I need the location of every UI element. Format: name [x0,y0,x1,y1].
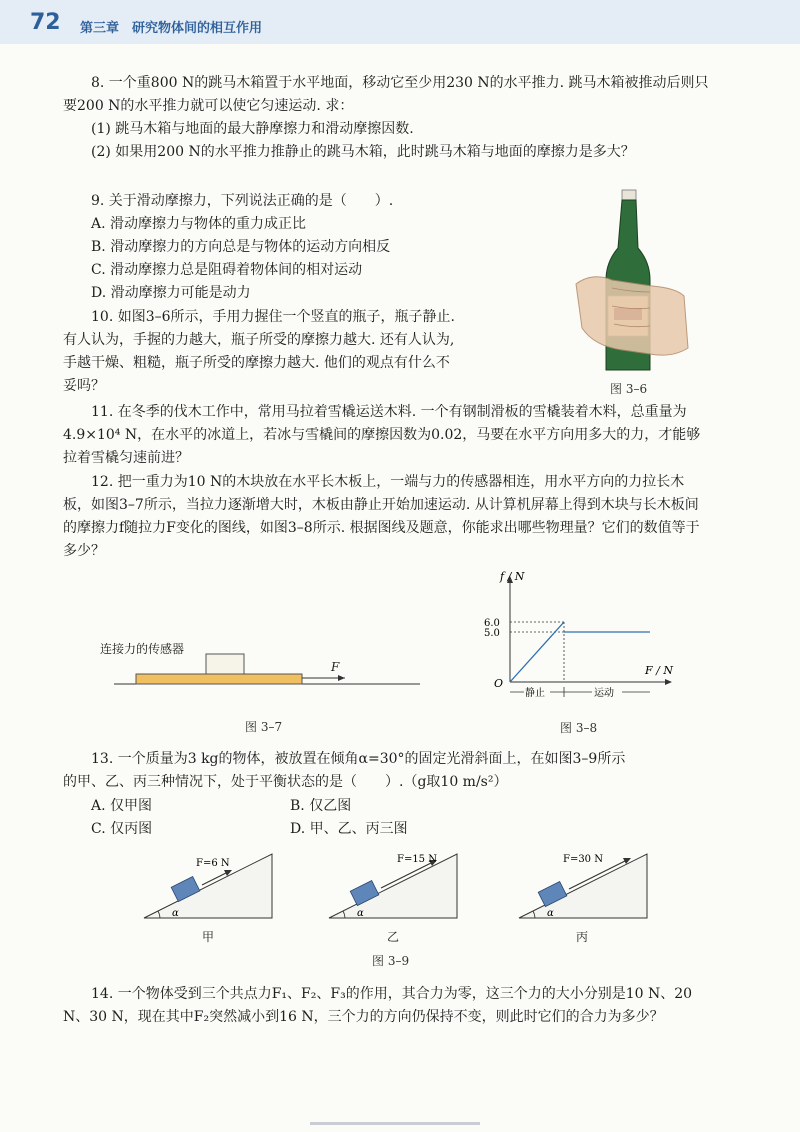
q11-text: 11. 在冬季的伐木工作中，常用马拉着雪橇运送木料. 一个有钢制滑板的雪橇装着木料，总重量为4.9×10⁴ N，在水平的冰道上，若冰与雪橇间的摩擦因数为0.02，马要在水平方向用多大的力，才能够拉着雪橇匀速前进？ [63,404,701,466]
q8-stem: 8. 一个重800 N的跳马木箱置于水平地面，移动它至少用230 N的水平推力. 跳马木箱被推动后则只要200 N的水平推力就可以使它匀速运动. 求： [63,75,709,114]
hand [576,277,688,355]
region-motion-label: 运动 [594,688,614,699]
force-label: F [331,660,340,674]
q13-line1: 13. 一个质量为3 kg的物体，被放置在倾角α=30°的固定光滑斜面上，在如图3–9所示 [91,751,626,767]
q10-line4: 妥吗？ [63,378,105,394]
angle-label: α [547,908,554,919]
force-label-yi: F=15 N [397,854,437,865]
angle-label: α [172,908,179,919]
angle-label: α [357,908,364,919]
force-label-bing: F=30 N [563,854,603,865]
q8-part1: (1) 跳马木箱与地面的最大静摩擦力和滑动摩擦因数. [91,121,414,137]
figure-3-6-bottle-in-hand [572,188,692,374]
static-friction-line [510,622,564,682]
figure-3-7-apparatus [100,640,430,700]
figure-3-8-caption: 图 3–8 [560,721,598,735]
wood-block [206,654,244,674]
force-label-jia: F=6 N [196,858,230,869]
page-number: 72 [30,10,61,35]
q10-line1: 10. 如图3–6所示，手用力握住一个竖直的瓶子，瓶子静止. [91,309,455,325]
y-tick-5: 5.0 [484,628,500,639]
figure-3-9-incline-bing [515,848,655,922]
q9-option-d: D. 滑动摩擦力可能是动力 [91,285,251,301]
long-board [136,674,302,684]
q12-text: 12. 把一重力为10 N的木块放在水平长木板上，一端与力的传感器相连，用水平方向的力拉长木板，如图3–7所示，当拉力逐渐增大时，木板由静止开始加速运动. 从计算机屏幕上得到木块与长木板间的摩擦力f随拉力F变化的图线，如图3–8所示. 根据图线及题意，你能求出哪些物理量？它们的数值等于多少？ [63,474,700,559]
q9-option-b: B. 滑动摩擦力的方向总是与物体的运动方向相反 [91,239,391,255]
panel-label-bing: 丙 [576,930,589,944]
q13-option-b: B. 仅乙图 [290,798,352,814]
pull-force-arrowhead [338,675,345,681]
figure-3-9-incline-jia [140,848,280,922]
figure-3-6-caption: 图 3–6 [610,382,648,396]
figure-3-9-caption: 图 3–9 [372,954,410,968]
q13-option-a: A. 仅甲图 [91,798,153,814]
figure-3-9-incline-yi [325,848,465,922]
q13-option-c: C. 仅丙图 [91,821,153,837]
x-axis-arrowhead [665,679,672,685]
region-static-label: 静止 [525,688,545,699]
q14-text: 14. 一个物体受到三个共点力F₁、F₂、F₃的作用，其合力为零，这三个力的大小分别是10 N、20 N、30 N，现在其中F₂突然减小到16 N，三个力的方向仍保持不变，则此时它们的合力为多少？ [63,986,693,1025]
panel-label-yi: 乙 [387,930,400,944]
q13-option-d: D. 甲、乙、丙三图 [290,821,408,837]
origin-label: O [494,677,504,690]
panel-label-jia: 甲 [202,930,215,944]
incline [329,854,457,918]
x-axis-label: F / N [645,664,673,677]
chapter-title: 第三章 研究物体间的相互作用 [80,21,263,36]
bottle-cap [622,190,636,200]
sensor-label: 连接力的传感器 [100,642,185,656]
q10-line3: 手越干燥、粗糙，瓶子所受的摩擦力越大. 他们的观点有什么不 [63,355,450,371]
q9-stem: 9. 关于滑动摩擦力，下列说法正确的是（ ）. [91,193,394,209]
y-axis-label: f / N [500,570,525,583]
q10-line2: 有人认为，手握的力越大，瓶子所受的摩擦力越大. 还有人认为, [63,332,455,348]
q13-line2: 的甲、乙、丙三种情况下，处于平衡状态的是（ ）.（g取10 m/s²） [63,774,508,790]
y-tick-6: 6.0 [484,618,500,629]
figure-3-7-caption: 图 3–7 [245,720,283,734]
footer-divider [310,1122,480,1125]
q8-part2: (2) 如果用200 N的水平推力推静止的跳马木箱，此时跳马木箱与地面的摩擦力是多大？ [91,144,635,160]
figure-3-8-chart [480,568,680,703]
q9-option-a: A. 滑动摩擦力与物体的重力成正比 [91,216,307,232]
q9-option-c: C. 滑动摩擦力总是阻碍着物体间的相对运动 [91,262,363,278]
